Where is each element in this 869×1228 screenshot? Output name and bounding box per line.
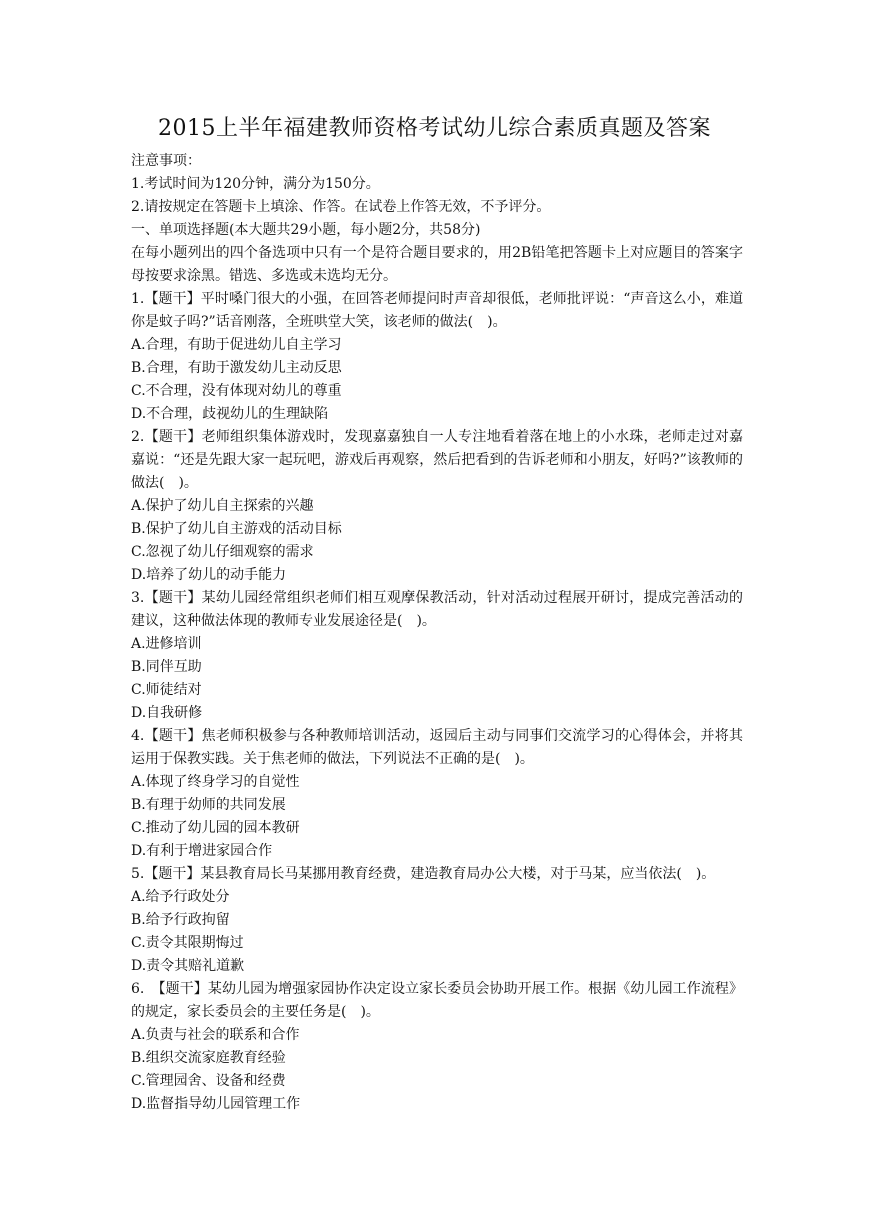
option-b: B.合理，有助于激发幼儿主动反思 xyxy=(131,360,342,376)
question-stem: 4.【题干】焦老师积极参与各种教师培训活动，返园后主动与同事们交流学习的心得体会，并将其运用于保教实践。关于焦老师的做法，下列说法不正确的是( )。 xyxy=(131,728,743,767)
option-a: A.保护了幼儿自主探索的兴趣 xyxy=(131,498,314,514)
option-c: C.责令其限期悔过 xyxy=(131,935,244,951)
option-d: D.自我研修 xyxy=(131,705,203,721)
option-c: C.忽视了幼儿仔细观察的需求 xyxy=(131,544,314,560)
document-body xyxy=(131,150,743,1116)
option-b: B.给予行政拘留 xyxy=(131,912,230,928)
question-stem: 3.【题干】某幼儿园经常组织老师们相互观摩保教活动，针对活动过程展开研讨，提成完善活动的建议，这种做法体现的教师专业发展途径是( )。 xyxy=(131,590,743,629)
option-a: A.合理，有助于促进幼儿自主学习 xyxy=(131,337,342,353)
option-c: C.推动了幼儿园的园本教研 xyxy=(131,820,300,836)
question-stem: 2.【题干】老师组织集体游戏时，发现嘉嘉独自一人专注地看着落在地上的小水珠，老师走过对嘉嘉说：“还是先跟大家一起玩吧，游戏后再观察，然后把看到的告诉老师和小朋友，好吗?”该教师的做法( )。 xyxy=(131,429,743,491)
option-a: A.进修培训 xyxy=(131,636,202,652)
option-c: C.不合理，没有体现对幼儿的尊重 xyxy=(131,383,342,399)
option-a: A.体现了终身学习的自觉性 xyxy=(131,774,300,790)
option-b: B.保护了幼儿自主游戏的活动目标 xyxy=(131,521,342,537)
option-c: C.管理园舍、设备和经费 xyxy=(131,1073,286,1089)
section-heading: 一、单项选择题(本大题共29小题，每小题2分，共58分) xyxy=(131,222,481,238)
question-stem: 6. 【题干】某幼儿园为增强家园协作决定设立家长委员会协助开展工作。根据《幼儿园工作流程》的规定，家长委员会的主要任务是( )。 xyxy=(131,981,743,1020)
section-instruction: 在每小题列出的四个备选项中只有一个是符合题目要求的，用2B铅笔把答题卡上对应题目的答案字母按要求涂黑。错选、多选或未选均无分。 xyxy=(131,245,743,284)
option-d: D.培养了幼儿的动手能力 xyxy=(131,567,287,583)
option-b: B.组织交流家庭教育经验 xyxy=(131,1050,286,1066)
notice-heading: 注意事项： xyxy=(131,153,201,169)
notice-item: 1.考试时间为120分钟，满分为150分。 xyxy=(131,176,380,192)
option-a: A.给予行政处分 xyxy=(131,889,230,905)
document-title: 2015上半年福建教师资格考试幼儿综合素质真题及答案 xyxy=(158,116,711,141)
option-d: D.不合理，歧视幼儿的生理缺陷 xyxy=(131,406,329,422)
option-d: D.有利于增进家园合作 xyxy=(131,843,273,859)
notice-item: 2.请按规定在答题卡上填涂、作答。在试卷上作答无效，不予评分。 xyxy=(131,199,551,215)
option-c: C.师徒结对 xyxy=(131,682,202,698)
question-stem: 1.【题干】平时嗓门很大的小强，在回答老师提问时声音却很低，老师批评说：“声音这么小，难道你是蚊子吗?”话音刚落，全班哄堂大笑，该老师的做法( )。 xyxy=(131,291,743,330)
option-b: B.同伴互助 xyxy=(131,659,202,675)
option-b: B.有理于幼师的共同发展 xyxy=(131,797,286,813)
option-a: A.负责与社会的联系和合作 xyxy=(131,1027,300,1043)
option-d: D.监督指导幼儿园管理工作 xyxy=(131,1096,301,1112)
option-d: D.责令其赔礼道歉 xyxy=(131,958,245,974)
question-stem: 5.【题干】某县教育局长马某挪用教育经费，建造教育局办公大楼，对于马某，应当依法( )。 xyxy=(131,866,716,882)
